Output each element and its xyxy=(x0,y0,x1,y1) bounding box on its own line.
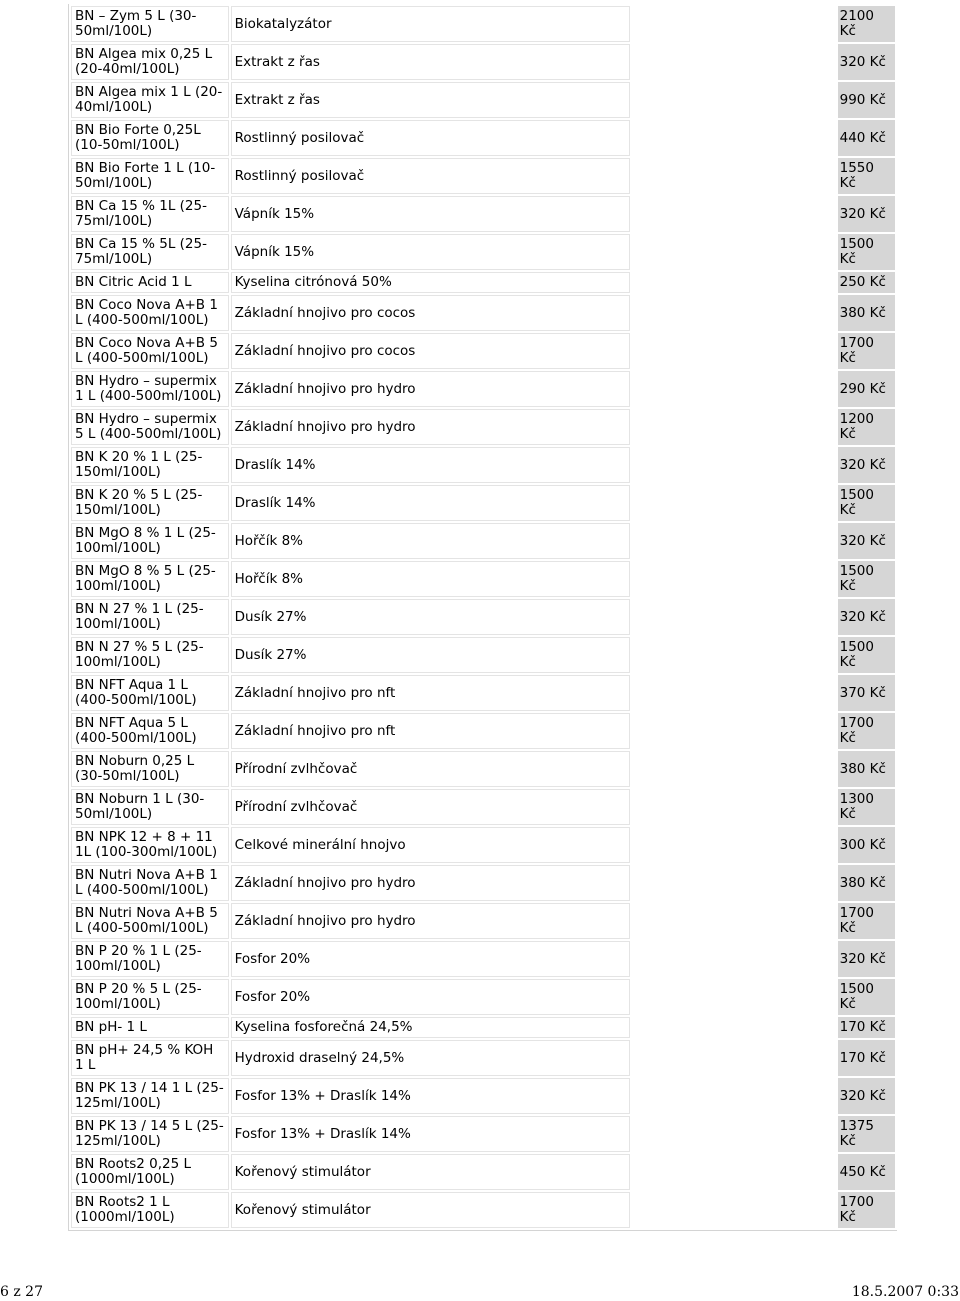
empty-cell xyxy=(632,1078,836,1114)
product-price: 380 Kč xyxy=(838,295,895,331)
product-name: BN Ca 15 % 1L (25-75ml/100L) xyxy=(71,196,229,232)
product-type: Kořenový stimulátor xyxy=(231,1192,630,1228)
product-type: Vápník 15% xyxy=(231,234,630,270)
product-price: 300 Kč xyxy=(838,827,895,863)
product-price: 1375 Kč xyxy=(838,1116,895,1152)
product-name: BN K 20 % 1 L (25-150ml/100L) xyxy=(71,447,229,483)
table-row xyxy=(71,675,895,711)
table-row xyxy=(71,1116,895,1152)
product-price: 320 Kč xyxy=(838,44,895,80)
product-name: BN Coco Nova A+B 5 L (400-500ml/100L) xyxy=(71,333,229,369)
table-row xyxy=(71,295,895,331)
product-price: 370 Kč xyxy=(838,675,895,711)
print-date: 18.5.2007 0:33 xyxy=(851,1284,959,1300)
product-price: 1500 Kč xyxy=(838,561,895,597)
product-name: BN PK 13 / 14 1 L (25-125ml/100L) xyxy=(71,1078,229,1114)
product-price: 1700 Kč xyxy=(838,713,895,749)
product-name: BN Noburn 0,25 L (30-50ml/100L) xyxy=(71,751,229,787)
product-name: BN P 20 % 1 L (25-100ml/100L) xyxy=(71,941,229,977)
product-price: 1300 Kč xyxy=(838,789,895,825)
product-name: BN Noburn 1 L (30-50ml/100L) xyxy=(71,789,229,825)
product-type: Dusík 27% xyxy=(231,637,630,673)
product-price: 170 Kč xyxy=(838,1040,895,1076)
product-type: Fosfor 13% + Draslík 14% xyxy=(231,1116,630,1152)
table-row xyxy=(71,1017,895,1038)
product-price: 170 Kč xyxy=(838,1017,895,1038)
table-row xyxy=(71,82,895,118)
product-name: BN Algea mix 0,25 L (20-40ml/100L) xyxy=(71,44,229,80)
empty-cell xyxy=(632,120,836,156)
product-price: 1500 Kč xyxy=(838,979,895,1015)
product-type: Rostlinný posilovač xyxy=(231,120,630,156)
product-price: 320 Kč xyxy=(838,1078,895,1114)
product-price: 1700 Kč xyxy=(838,333,895,369)
product-name: BN K 20 % 5 L (25-150ml/100L) xyxy=(71,485,229,521)
table-row xyxy=(71,158,895,194)
table-row xyxy=(71,333,895,369)
table-row xyxy=(71,234,895,270)
product-type: Dusík 27% xyxy=(231,599,630,635)
product-price: 990 Kč xyxy=(838,82,895,118)
table-row xyxy=(71,713,895,749)
product-price: 320 Kč xyxy=(838,941,895,977)
product-name: BN Hydro – supermix 1 L (400-500ml/100L) xyxy=(71,371,229,407)
empty-cell xyxy=(632,371,836,407)
empty-cell xyxy=(632,1192,836,1228)
product-type: Základní hnojivo pro cocos xyxy=(231,295,630,331)
empty-cell xyxy=(632,865,836,901)
table-row xyxy=(71,903,895,939)
empty-cell xyxy=(632,333,836,369)
product-name: BN Roots2 0,25 L (1000ml/100L) xyxy=(71,1154,229,1190)
product-type: Hořčík 8% xyxy=(231,561,630,597)
product-type: Základní hnojivo pro nft xyxy=(231,713,630,749)
product-type: Kyselina citrónová 50% xyxy=(231,272,630,293)
table-row xyxy=(71,599,895,635)
product-type: Vápník 15% xyxy=(231,196,630,232)
product-price: 1500 Kč xyxy=(838,637,895,673)
empty-cell xyxy=(632,1116,836,1152)
empty-cell xyxy=(632,903,836,939)
table-row xyxy=(71,120,895,156)
product-type: Rostlinný posilovač xyxy=(231,158,630,194)
product-name: BN Hydro – supermix 5 L (400-500ml/100L) xyxy=(71,409,229,445)
product-name: BN NFT Aqua 1 L (400-500ml/100L) xyxy=(71,675,229,711)
empty-cell xyxy=(632,523,836,559)
product-type: Základní hnojivo pro hydro xyxy=(231,865,630,901)
empty-cell xyxy=(632,447,836,483)
table-row xyxy=(71,1040,895,1076)
table-row xyxy=(71,865,895,901)
price-list-table xyxy=(68,4,897,1231)
table-row xyxy=(71,561,895,597)
product-price: 250 Kč xyxy=(838,272,895,293)
empty-cell xyxy=(632,751,836,787)
product-name: BN Coco Nova A+B 1 L (400-500ml/100L) xyxy=(71,295,229,331)
product-price: 450 Kč xyxy=(838,1154,895,1190)
product-name: BN pH+ 24,5 % KOH 1 L xyxy=(71,1040,229,1076)
empty-cell xyxy=(632,675,836,711)
product-price: 320 Kč xyxy=(838,447,895,483)
product-name: BN P 20 % 5 L (25-100ml/100L) xyxy=(71,979,229,1015)
empty-cell xyxy=(632,82,836,118)
product-price: 1700 Kč xyxy=(838,903,895,939)
table-row xyxy=(71,1078,895,1114)
product-name: BN Ca 15 % 5L (25-75ml/100L) xyxy=(71,234,229,270)
empty-cell xyxy=(632,713,836,749)
product-name: BN NFT Aqua 5 L (400-500ml/100L) xyxy=(71,713,229,749)
empty-cell xyxy=(632,941,836,977)
product-name: BN N 27 % 5 L (25-100ml/100L) xyxy=(71,637,229,673)
product-type: Hořčík 8% xyxy=(231,523,630,559)
empty-cell xyxy=(632,409,836,445)
product-type: Hydroxid draselný 24,5% xyxy=(231,1040,630,1076)
product-name: BN – Zym 5 L (30-50ml/100L) xyxy=(71,6,229,42)
product-price: 1200 Kč xyxy=(838,409,895,445)
product-price: 380 Kč xyxy=(838,751,895,787)
empty-cell xyxy=(632,6,836,42)
product-name: BN PK 13 / 14 5 L (25-125ml/100L) xyxy=(71,1116,229,1152)
product-type: Fosfor 20% xyxy=(231,979,630,1015)
table-row xyxy=(71,827,895,863)
table-row xyxy=(71,447,895,483)
product-price: 380 Kč xyxy=(838,865,895,901)
empty-cell xyxy=(632,272,836,293)
empty-cell xyxy=(632,1017,836,1038)
product-name: BN Bio Forte 0,25L (10-50ml/100L) xyxy=(71,120,229,156)
product-price: 1700 Kč xyxy=(838,1192,895,1228)
table-row xyxy=(71,409,895,445)
empty-cell xyxy=(632,295,836,331)
empty-cell xyxy=(632,196,836,232)
product-price: 1500 Kč xyxy=(838,485,895,521)
product-type: Přírodní zvlhčovač xyxy=(231,789,630,825)
product-name: BN Bio Forte 1 L (10-50ml/100L) xyxy=(71,158,229,194)
product-name: BN MgO 8 % 5 L (25-100ml/100L) xyxy=(71,561,229,597)
table-row xyxy=(71,751,895,787)
product-type: Základní hnojivo pro cocos xyxy=(231,333,630,369)
product-type: Celkové minerální hnojvo xyxy=(231,827,630,863)
product-name: BN N 27 % 1 L (25-100ml/100L) xyxy=(71,599,229,635)
product-type: Přírodní zvlhčovač xyxy=(231,751,630,787)
empty-cell xyxy=(632,561,836,597)
product-type: Kyselina fosforečná 24,5% xyxy=(231,1017,630,1038)
table-row xyxy=(71,1192,895,1228)
product-type: Základní hnojivo pro hydro xyxy=(231,409,630,445)
table-row xyxy=(71,1154,895,1190)
product-name: BN Roots2 1 L (1000ml/100L) xyxy=(71,1192,229,1228)
product-type: Extrakt z řas xyxy=(231,44,630,80)
table-row xyxy=(71,979,895,1015)
price-list-body xyxy=(71,6,895,1228)
product-price: 1550 Kč xyxy=(838,158,895,194)
product-type: Biokatalyzátor xyxy=(231,6,630,42)
product-name: BN Citric Acid 1 L xyxy=(71,272,229,293)
product-price: 1500 Kč xyxy=(838,234,895,270)
product-price: 320 Kč xyxy=(838,599,895,635)
empty-cell xyxy=(632,979,836,1015)
table-row xyxy=(71,371,895,407)
table-row xyxy=(71,196,895,232)
product-type: Draslík 14% xyxy=(231,485,630,521)
empty-cell xyxy=(632,234,836,270)
empty-cell xyxy=(632,827,836,863)
product-type: Draslík 14% xyxy=(231,447,630,483)
product-price: 320 Kč xyxy=(838,523,895,559)
product-price: 290 Kč xyxy=(838,371,895,407)
empty-cell xyxy=(632,637,836,673)
product-name: BN Algea mix 1 L (20-40ml/100L) xyxy=(71,82,229,118)
product-name: BN Nutri Nova A+B 1 L (400-500ml/100L) xyxy=(71,865,229,901)
page-number: 6 z 27 xyxy=(0,1284,43,1300)
product-type: Základní hnojivo pro hydro xyxy=(231,903,630,939)
product-type: Základní hnojivo pro hydro xyxy=(231,371,630,407)
table-row xyxy=(71,485,895,521)
table-row xyxy=(71,272,895,293)
product-name: BN pH- 1 L xyxy=(71,1017,229,1038)
product-price: 2100 Kč xyxy=(838,6,895,42)
table-row xyxy=(71,637,895,673)
product-name: BN MgO 8 % 1 L (25-100ml/100L) xyxy=(71,523,229,559)
product-type: Základní hnojivo pro nft xyxy=(231,675,630,711)
empty-cell xyxy=(632,599,836,635)
table-row xyxy=(71,789,895,825)
empty-cell xyxy=(632,44,836,80)
product-type: Kořenový stimulátor xyxy=(231,1154,630,1190)
product-price: 440 Kč xyxy=(838,120,895,156)
table-row xyxy=(71,44,895,80)
table-row xyxy=(71,941,895,977)
product-price: 320 Kč xyxy=(838,196,895,232)
empty-cell xyxy=(632,1040,836,1076)
table-row xyxy=(71,523,895,559)
empty-cell xyxy=(632,789,836,825)
product-type: Fosfor 20% xyxy=(231,941,630,977)
product-name: BN Nutri Nova A+B 5 L (400-500ml/100L) xyxy=(71,903,229,939)
product-type: Extrakt z řas xyxy=(231,82,630,118)
table-row xyxy=(71,6,895,42)
product-name: BN NPK 12 + 8 + 11 1L (100-300ml/100L) xyxy=(71,827,229,863)
product-type: Fosfor 13% + Draslík 14% xyxy=(231,1078,630,1114)
empty-cell xyxy=(632,485,836,521)
empty-cell xyxy=(632,158,836,194)
empty-cell xyxy=(632,1154,836,1190)
